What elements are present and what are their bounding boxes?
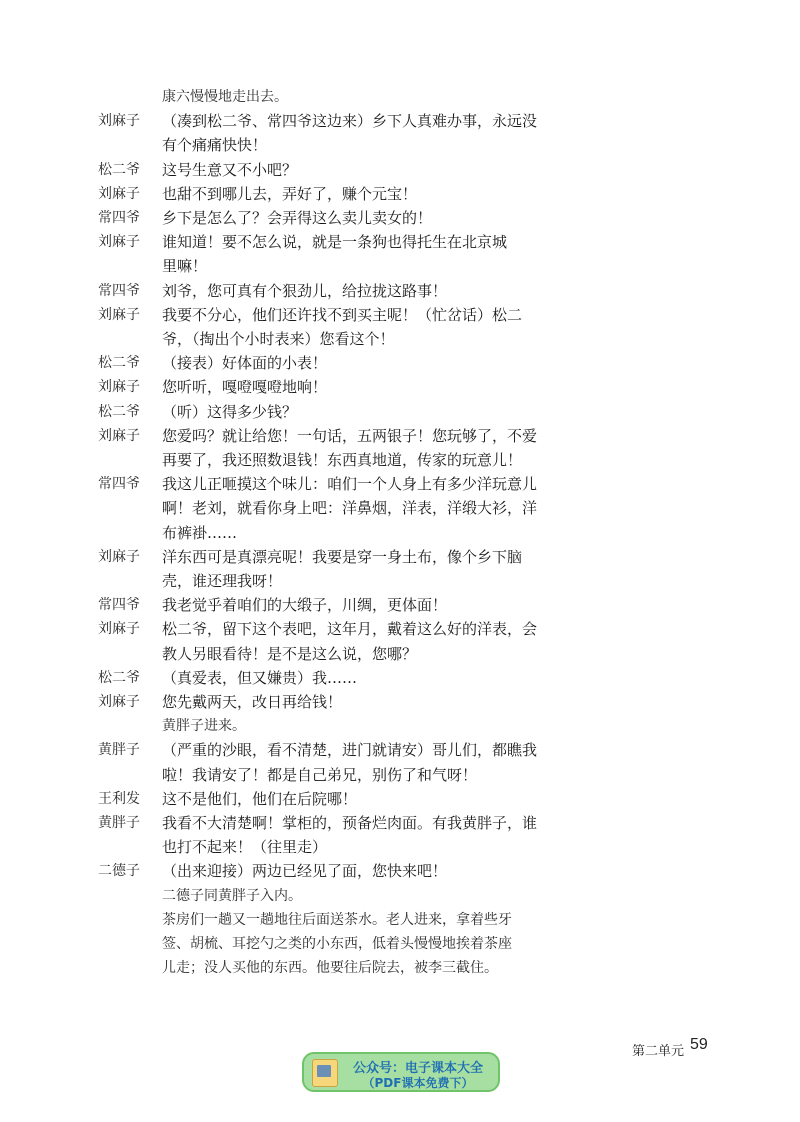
stage-direction-text: 黄胖子进来。 — [162, 718, 246, 735]
dialogue-line — [0, 108, 800, 134]
speaker-name: 常四爷 — [98, 476, 140, 493]
dialogue-text: 里嘛！ — [162, 257, 208, 276]
dialogue-text: 也打不起来！（往里走） — [162, 838, 328, 857]
speaker-name: 松二爷 — [98, 669, 140, 686]
dialogue-text: 我老觉乎着咱们的大缎子，川绸，更体面！ — [162, 596, 448, 615]
stage-direction-text: 签、胡梳、耳挖勺之类的小东西，低着头慢慢地挨着茶座 — [162, 936, 512, 952]
dialogue-text: 爷，（掏出个小时表来）您看这个！ — [162, 330, 395, 348]
dialogue-text: 谁知道！要不怎么说，就是一条狗也得托生在北京城 — [162, 233, 508, 252]
speaker-name: 松二爷 — [98, 403, 140, 420]
speaker-name: 常四爷 — [98, 210, 140, 226]
dialogue-text: 洋东西可是真漂亮呢！我要是穿一身土布，像个乡下脑 — [162, 547, 523, 566]
speaker-name: 黄胖子 — [98, 815, 140, 831]
dialogue-line — [0, 689, 800, 715]
dialogue-line — [0, 350, 800, 376]
stage-direction-line — [0, 907, 800, 933]
speaker-name: 刘麻子 — [98, 694, 140, 710]
stage-direction-line — [0, 955, 800, 981]
dialogue-text: 布裤褂…… — [162, 523, 238, 542]
stage-direction-text: 康六慢慢地走出去。 — [162, 89, 288, 105]
dialogue-line — [0, 834, 800, 860]
dialogue-line — [0, 737, 800, 763]
dialogue-line — [0, 399, 800, 425]
dialogue-text: 啊！老刘，就看你身上吧：洋鼻烟，洋表，洋缎大衫，洋 — [162, 499, 538, 518]
stage-direction-line — [0, 713, 800, 739]
badge-line-1: 公众号：电子课本大全 — [352, 1061, 483, 1076]
speaker-name: 松二爷 — [98, 355, 140, 372]
book-icon — [312, 1059, 338, 1087]
dialogue-text: 松二爷，留下这个表吧，这年月，戴着这么好的洋表，会 — [162, 620, 538, 639]
dialogue-line — [0, 229, 800, 255]
speaker-name: 二德子 — [98, 863, 140, 880]
dialogue-text: 我要不分心，他们还许找不到买主呢！（忙岔话）松二 — [162, 305, 523, 324]
dialogue-text: 我这儿正咂摸这个味儿：咱们一个人身上有多少洋玩意儿 — [162, 475, 538, 494]
speaker-name: 刘麻子 — [98, 185, 140, 202]
dialogue-text: 您先戴两天，改日再给钱！ — [162, 693, 343, 711]
dialogue-text: 刘爷，您可真有个狠劲儿，给拉拢这路事！ — [162, 281, 448, 300]
stage-direction-line — [0, 883, 800, 909]
dialogue-text: 这不是他们，他们在后院哪！ — [162, 789, 358, 808]
stage-direction-text: 茶房们一趟又一趟地往后面送茶水。老人进来，拿着些牙 — [162, 911, 512, 928]
dialogue-text: 啦！我请安了！都是自己弟兄，别伤了和气呀！ — [162, 765, 478, 784]
dialogue-line — [0, 495, 800, 521]
stage-direction-text: 二德子同黄胖子入内。 — [162, 887, 302, 904]
dialogue-line — [0, 544, 800, 570]
stage-direction-text: 儿走；没人买他的东西。他要往后院去，被李三截住。 — [162, 960, 498, 977]
dialogue-text: 教人另眼看待！是不是这么说，您哪？ — [162, 644, 418, 663]
dialogue-line — [0, 641, 800, 667]
dialogue-text: 壳，谁还理我呀！ — [162, 572, 283, 590]
dialogue-text: （凑到松二爷、常四爷这边来）乡下人真难办事，永远没 — [162, 112, 538, 131]
speaker-name: 松二爷 — [98, 161, 140, 178]
dialogue-line — [0, 302, 800, 328]
dialogue-line — [0, 665, 800, 691]
speaker-name: 刘麻子 — [98, 113, 140, 130]
dialogue-text: 我看不大清楚啊！掌柜的，预备烂肉面。有我黄胖子，谁 — [162, 814, 538, 832]
speaker-name: 刘麻子 — [98, 427, 140, 444]
stage-direction-line — [0, 84, 800, 110]
dialogue-text: （真爱表，但又嫌贵）我…… — [162, 668, 358, 687]
dialogue-line — [0, 157, 800, 183]
speaker-name: 黄胖子 — [98, 742, 140, 759]
dialogue-line — [0, 810, 800, 836]
dialogue-text: （出来迎接）两边已经见了面，您快来吧！ — [162, 862, 448, 881]
dialogue-text: 您听听，嘎噔嘎噔地响！ — [162, 378, 328, 397]
dialogue-text: 这号生意又不小吧？ — [162, 160, 298, 179]
dialogue-line — [0, 253, 800, 279]
watermark-badge — [302, 1052, 500, 1092]
speaker-name: 刘麻子 — [98, 234, 140, 251]
dialogue-text: （严重的沙眼，看不清楚，进门就请安）哥儿们，都瞧我 — [162, 741, 538, 760]
speaker-name: 王利发 — [98, 790, 140, 807]
dialogue-text: （听）这得多少钱？ — [162, 402, 298, 421]
dialogue-line — [0, 181, 800, 207]
speaker-name: 刘麻子 — [98, 548, 140, 565]
dialogue-line — [0, 786, 800, 812]
page-number: 59 — [690, 1036, 708, 1053]
dialogue-line — [0, 326, 800, 352]
dialogue-line — [0, 374, 800, 400]
dialogue-line — [0, 568, 800, 594]
stage-direction-line — [0, 931, 800, 957]
unit-label: 第二单元 — [632, 1044, 685, 1059]
speaker-name: 常四爷 — [98, 282, 140, 299]
dialogue-line — [0, 592, 800, 618]
speaker-name: 常四爷 — [98, 597, 140, 614]
dialogue-line — [0, 132, 800, 158]
dialogue-line — [0, 616, 800, 642]
dialogue-text: （接表）好体面的小表！ — [162, 354, 328, 373]
badge-line-2: （PDF课本免费下） — [362, 1076, 474, 1090]
dialogue-line — [0, 447, 800, 473]
dialogue-line — [0, 471, 800, 497]
dialogue-line — [0, 423, 800, 449]
dialogue-text: 再要了，我还照数退钱！东西真地道，传家的玩意儿！ — [162, 451, 523, 469]
speaker-name: 刘麻子 — [98, 306, 140, 323]
dialogue-line — [0, 278, 800, 304]
dialogue-text: 乡下是怎么了？会弄得这么卖儿卖女的！ — [162, 209, 433, 227]
dialogue-line — [0, 205, 800, 231]
dialogue-line — [0, 762, 800, 788]
dialogue-line — [0, 858, 800, 884]
dialogue-text: 也甜不到哪儿去，弄好了，赚个元宝！ — [162, 184, 418, 203]
dialogue-text: 有个痛痛快快！ — [162, 136, 268, 155]
speaker-name: 刘麻子 — [98, 379, 140, 396]
speaker-name: 刘麻子 — [98, 621, 140, 638]
dialogue-line — [0, 520, 800, 546]
dialogue-text: 您爱吗？就让给您！一句话，五两银子！您玩够了，不爱 — [162, 426, 538, 445]
